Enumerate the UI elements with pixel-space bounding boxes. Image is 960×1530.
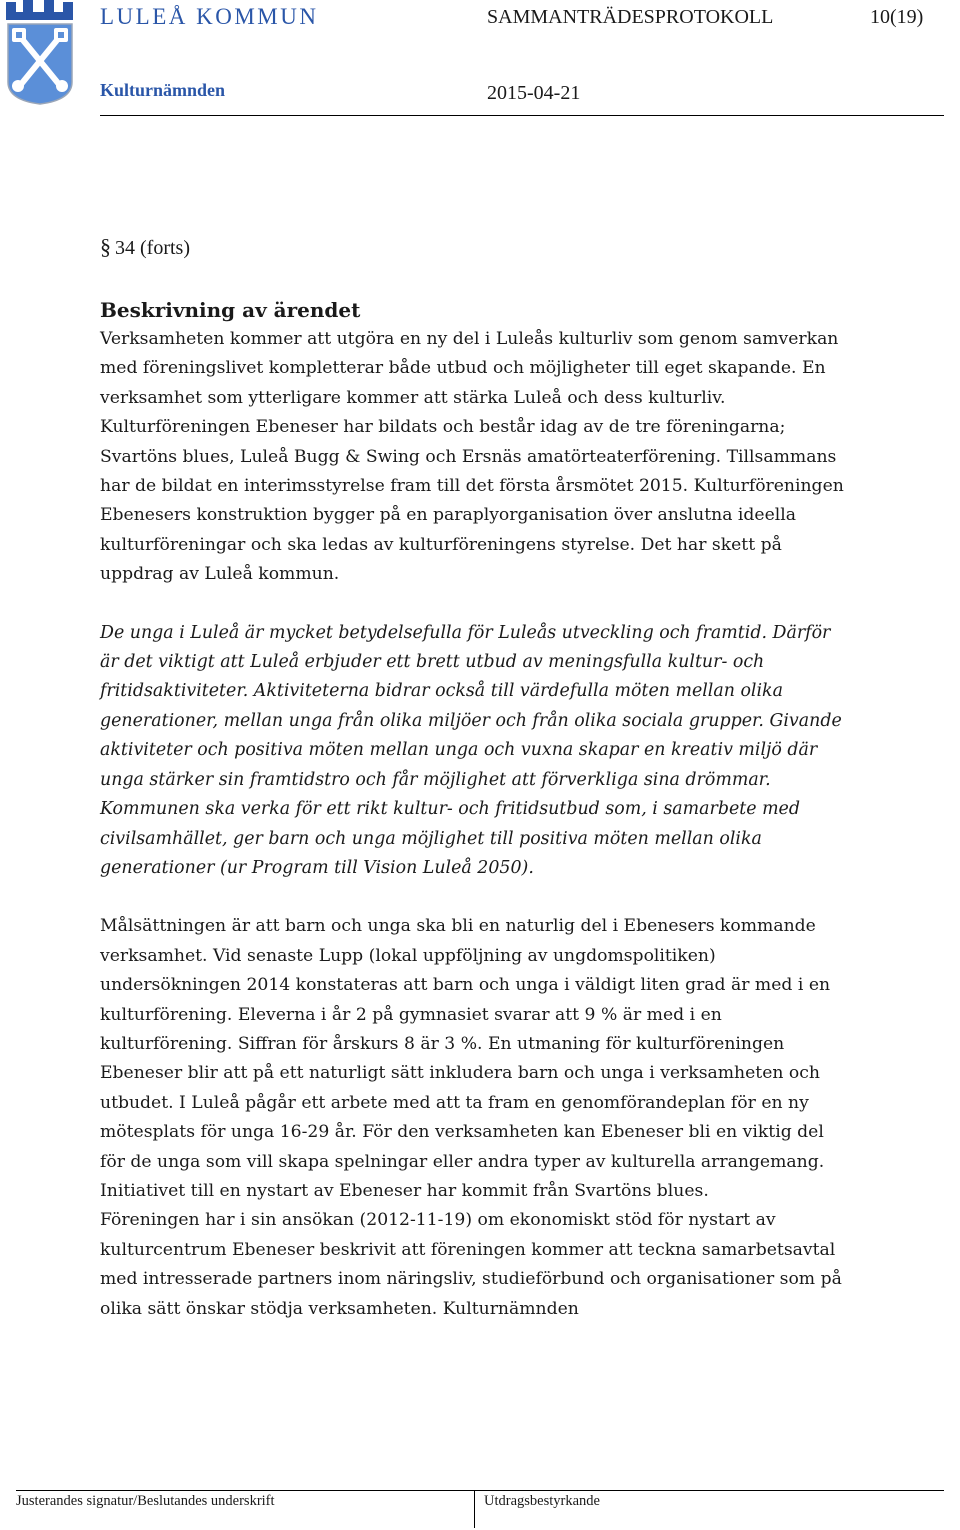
- lulea-coat-of-arms-icon: [4, 0, 76, 106]
- section-number-text: 34 (forts): [115, 237, 190, 259]
- extract-certification-label: Utdragsbestyrkande: [484, 1493, 600, 1509]
- header-divider: [100, 115, 944, 116]
- signature-label: Justerandes signatur/Beslutandes underskrift: [16, 1493, 275, 1509]
- paragraph: Föreningen har i sin ansökan (2012-11-19) om ekonomiskt stöd för nystart av kulturcentrum Ebeneser beskrivit att föreningen kommer att teckna samarbetsavtal med intresserade partners inom näringsliv, studieförbund och organisationer som på olika sätt önskar stödja verksamheten. Kulturnämnden: [100, 1210, 842, 1319]
- paragraph: Kulturföreningen Ebeneser har bildats och består idag av de tre föreningarna; Svartöns blues, Luleå Bugg & Swing och Ersnäs amatörteaterförening. Tillsammans har de bildat en interimsstyrelse fram till det första årsmötet 2015. Kulturföreningen Ebenesers konstruktion bygger på en paraplyorganisation över anslutna ideella kulturföreningar och ska ledas av kulturföreningens styrelse. Det har skett på uppdrag av Luleå kommun.: [100, 417, 844, 585]
- quoted-paragraph: De unga i Luleå är mycket betydelsefulla för Luleås utveckling och framtid. Därför är det viktigt att Luleå erbjuder ett brett utbud av meningsfulla kultur- och fritidsaktiviteter. Aktiviteterna bidrar också till värdefulla möten mellan olika generationer, mellan unga från olika miljöer och från olika sociala grupper. Givande aktiviteter och positiva möten mellan unga och vuxna skapar en kreativ miljö där unga stärker sin framtidstro och får möjlighet att förverkliga sina drömmar. Kommunen ska verka för ett rikt kultur- och fritidsutbud som, i samarbete med civilsamhället, ger barn och unga möjlighet till positiva möten mellan olika generationer (ur Program till Vision Luleå 2050).: [100, 622, 842, 878]
- footer-divider: [16, 1490, 944, 1491]
- section-heading: Beskrivning av ärendet: [100, 298, 361, 322]
- meeting-date: 2015-04-21: [487, 82, 581, 104]
- document-body: [100, 295, 850, 1324]
- paragraph-mark-icon: §: [100, 234, 111, 259]
- footer-column-divider: [474, 1490, 475, 1528]
- section-number: [100, 234, 190, 260]
- paragraph: Initiativet till en nystart av Ebeneser har kommit från Svartöns blues.: [100, 1180, 709, 1201]
- document-title: SAMMANTRÄDESPROTOKOLL: [487, 6, 774, 28]
- paragraph: Verksamheten kommer att utgöra en ny del i Luleås kulturliv som genom samverkan med föreningslivet kompletterar både utbud och möjligheter till eget skapande. En verksamhet som ytterligare kommer att stärka Luleå och dess kulturliv.: [100, 329, 839, 408]
- paragraph: Målsättningen är att barn och unga ska bli en naturlig del i Ebenesers kommande verksamhet. Vid senaste Lupp (lokal uppföljning av ungdomspolitiken) undersökningen 2014 konstateras att barn och unga i väldigt liten grad är med i en kulturförening. Eleverna i år 2 på gymnasiet svarar att 9 % är med i en kulturförening. Siffran för årskurs 8 är 3 %. En utmaning för kulturföreningen Ebeneser blir att på ett naturligt sätt inkludera barn och unga i verksamheten och utbudet. I Luleå pågår ett arbete med att ta fram en genomförandeplan för en ny mötesplats för unga 16-29 år. För den verksamheten kan Ebeneser bli en viktig del för de unga som vill skapa spelningar eller andra typer av kulturella arrangemang.: [100, 916, 831, 1172]
- page-number: 10(19): [870, 6, 924, 28]
- organization-name: LULEÅ KOMMUN: [100, 4, 319, 29]
- committee-name: Kulturnämnden: [100, 80, 226, 100]
